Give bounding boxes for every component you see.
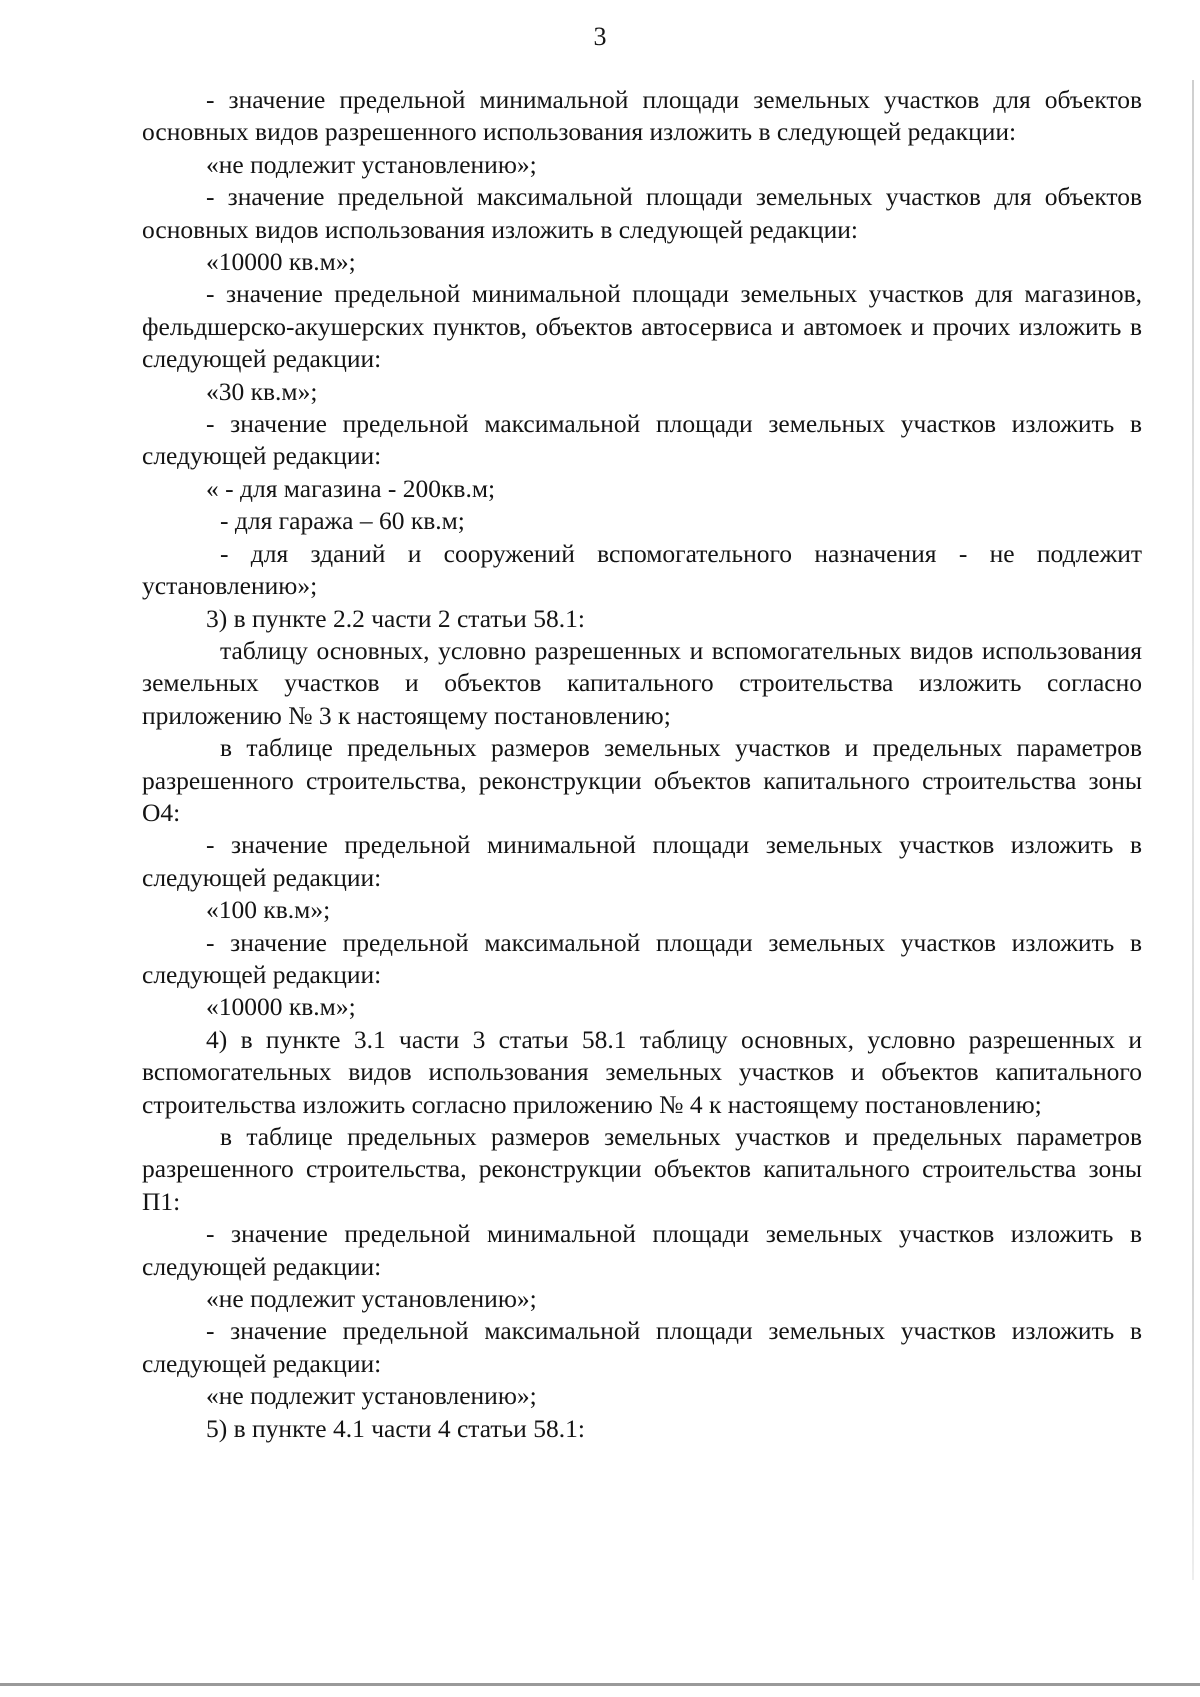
- paragraph-item-5: 5) в пункте 4.1 части 4 статьи 58.1:: [206, 1413, 585, 1443]
- paragraph-item-4: 4) в пункте 3.1 части 3 статьи 58.1 таблицу основных, условно разрешенных и вспомогательных видов использования земельных участков и объектов капитального строительства изложить согласно приложению № 4 к настоящему постановлению;: [142, 1024, 1142, 1119]
- paragraph-value: «не подлежит установлению»;: [206, 1381, 537, 1411]
- paragraph-min-area-main: - значение предельной минимальной площади земельных участков для объектов основных видов разрешенного использования изложить в следующей редакции:: [142, 85, 1142, 147]
- paragraph-item-3: 3) в пункте 2.2 части 2 статьи 58.1:: [206, 603, 585, 633]
- scan-edge-right: [1192, 80, 1194, 1580]
- paragraph-max-area: - значение предельной максимальной площади земельных участков изложить в следующей редакции:: [142, 409, 1142, 471]
- paragraph-value: «10000 кв.м»;: [206, 247, 356, 277]
- paragraph-max-area-main: - значение предельной максимальной площади земельных участков для объектов основных видов использования изложить в следующей редакции:: [142, 182, 1142, 244]
- paragraph-max-area-p1: - значение предельной максимальной площади земельных участков изложить в следующей редакции:: [142, 1316, 1142, 1378]
- document-body: [142, 84, 1142, 1445]
- paragraph-value-garage: - для гаража – 60 кв.м;: [220, 506, 465, 536]
- paragraph-value-shop: « - для магазина - 200кв.м;: [206, 473, 496, 503]
- paragraph-value: «не подлежит установлению»;: [206, 149, 537, 179]
- paragraph-min-area-shops: - значение предельной минимальной площади земельных участков для магазинов, фельдшерско-акушерских пунктов, объектов автосервиса и автомоек и прочих изложить в следующей редакции:: [142, 279, 1142, 374]
- page-number: 3: [593, 22, 607, 51]
- paragraph-value: «100 кв.м»;: [206, 895, 331, 925]
- paragraph-value: «30 кв.м»;: [206, 376, 318, 406]
- paragraph-min-area-o4: - значение предельной минимальной площади земельных участков изложить в следующей редакции:: [142, 830, 1142, 892]
- paragraph-min-area-p1: - значение предельной минимальной площади земельных участков изложить в следующей редакции:: [142, 1219, 1142, 1281]
- paragraph-table-limits-o4: в таблице предельных размеров земельных участков и предельных параметров разрешенного строительства, реконструкции объектов капитального строительства зоны О4:: [142, 733, 1142, 827]
- paragraph-value-auxiliary: - для зданий и сооружений вспомогательного назначения - не подлежит установлению»;: [142, 538, 1142, 601]
- scan-edge-bottom: [0, 1683, 1200, 1686]
- paragraph-table-appendix-3: таблицу основных, условно разрешенных и вспомогательных видов использования земельных участков и объектов капитального строительства изложить согласно приложению № 3 к настоящему постановлению;: [142, 635, 1142, 730]
- paragraph-value: «10000 кв.м»;: [206, 992, 356, 1022]
- paragraph-max-area-o4: - значение предельной максимальной площади земельных участков изложить в следующей редакции:: [142, 927, 1142, 989]
- paragraph-value: «не подлежит установлению»;: [206, 1284, 537, 1314]
- paragraph-table-limits-p1: в таблице предельных размеров земельных участков и предельных параметров разрешенного строительства, реконструкции объектов капитального строительства зоны П1:: [142, 1122, 1142, 1216]
